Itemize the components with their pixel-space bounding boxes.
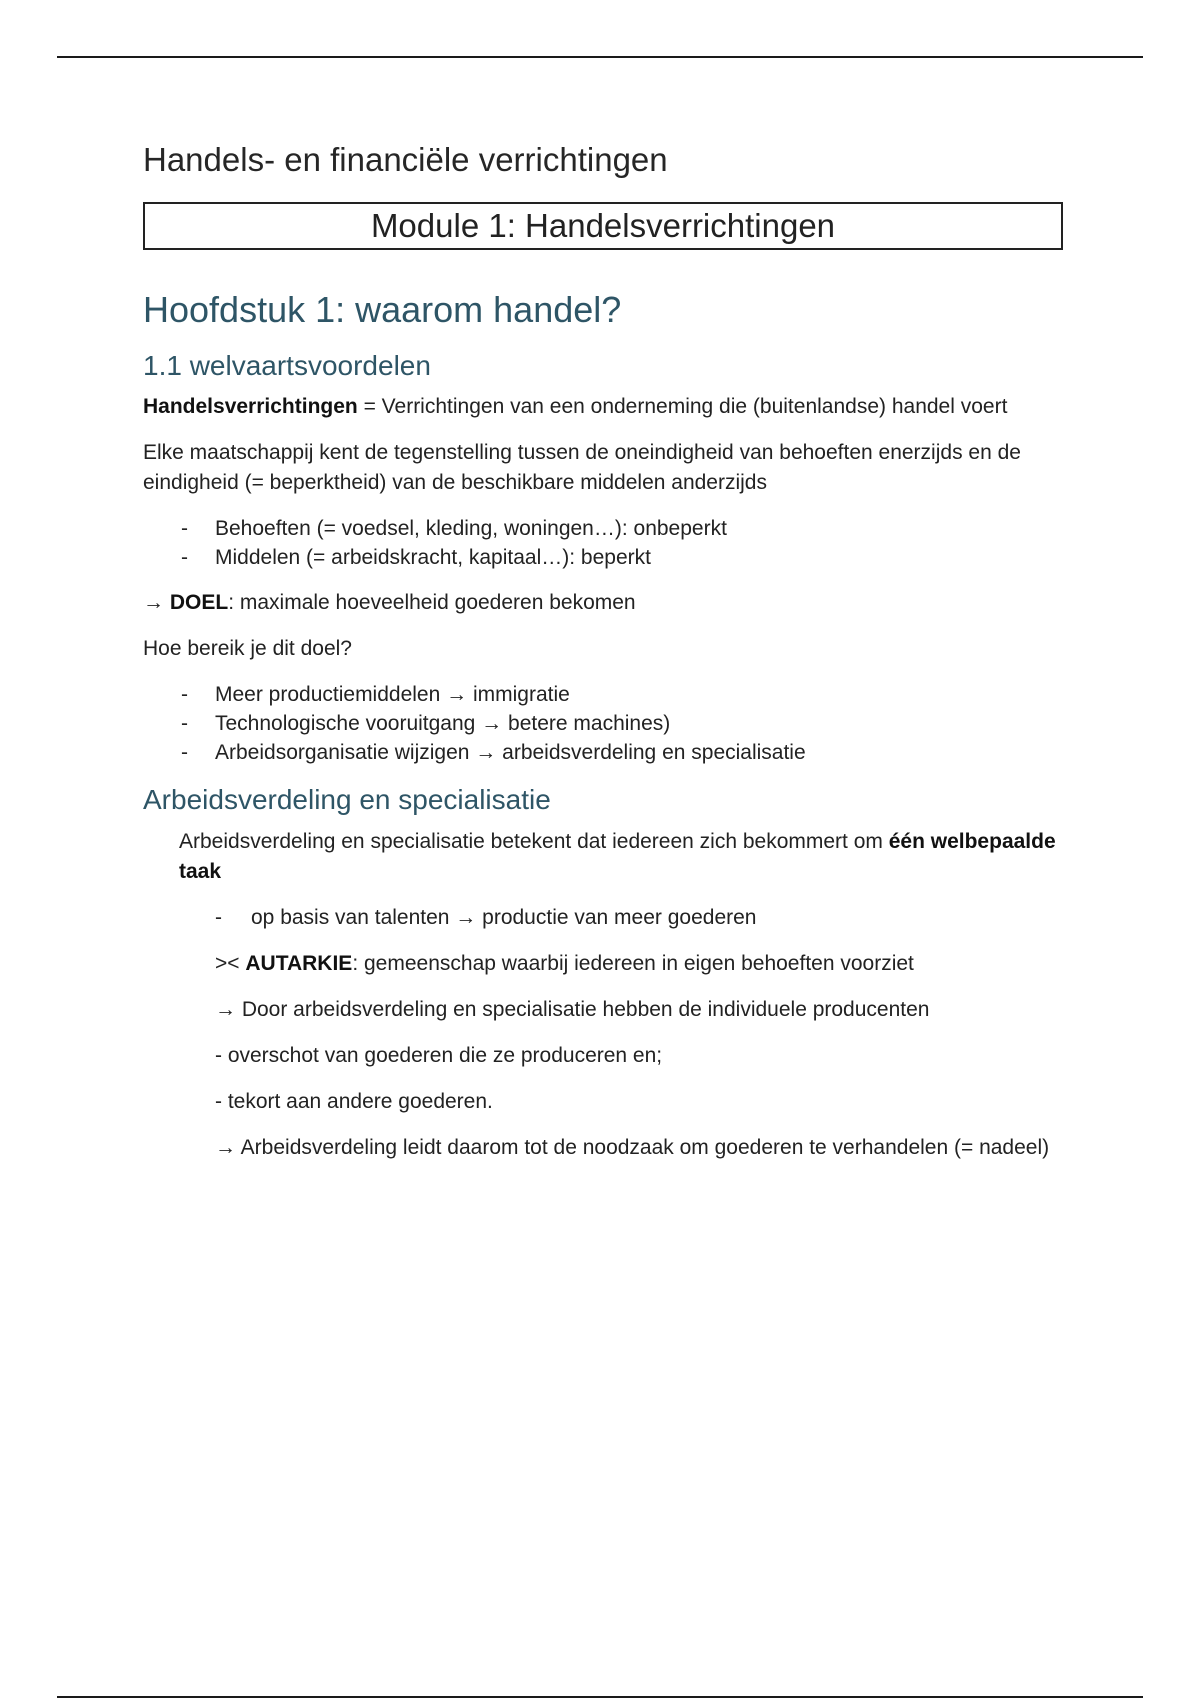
goal-label: DOEL xyxy=(169,591,229,615)
bottom-rule xyxy=(57,1696,1143,1698)
autarkie-text: : gemeenschap waarbij iedereen in eigen behoeften voorziet xyxy=(352,951,914,975)
talents-line: - op basis van talenten → productie van meer goederen xyxy=(215,903,1063,933)
chapter-heading: Hoofdstuk 1: waarom handel? xyxy=(143,288,622,330)
definition-term: Handelsverrichtingen xyxy=(143,395,358,419)
arrow-icon: → xyxy=(143,591,170,615)
shortage-line: - tekort aan andere goederen. xyxy=(215,1089,493,1113)
list-item: - Technologische vooruitgang → betere machines) xyxy=(181,709,1063,738)
list-item: - Behoeften (= voedsel, kleding, woningen…): onbeperkt xyxy=(181,514,1063,543)
goal-line xyxy=(143,588,1063,618)
document-title: Handels- en financiële verrichtingen xyxy=(143,141,668,178)
conclusion-line: → Arbeidsverdeling leidt daarom tot de noodzaak om goederen te verhandelen (= nadeel) xyxy=(215,1135,1050,1159)
autarkie-line xyxy=(215,949,1063,979)
autarkie-label: AUTARKIE xyxy=(245,951,353,975)
needs-means-list xyxy=(143,514,1063,572)
consequence-line: → Door arbeidsverdeling en specialisatie hebben de individuele producenten xyxy=(215,997,930,1021)
intro-bold: één welbepaalde taak xyxy=(179,829,1056,883)
section-heading-welvaartsvoordelen: 1.1 welvaartsvoordelen xyxy=(143,349,431,381)
module-title: Module 1: Handelsverrichtingen xyxy=(370,206,836,244)
goal-text: : maximale hoeveelheid goederen bekomen xyxy=(228,591,636,615)
list-item: - Meer productiemiddelen → immigratie xyxy=(181,680,1063,709)
intro-text: Arbeidsverdeling en specialisatie betekent dat iedereen zich bekommert om xyxy=(179,829,889,853)
document-body xyxy=(143,140,1063,1179)
specialisation-details xyxy=(143,903,1063,1163)
section-heading-arbeidsverdeling: Arbeidsverdeling en specialisatie xyxy=(143,784,551,816)
question-line: Hoe bereik je dit doel? xyxy=(143,637,352,661)
list-item: - Arbeidsorganisatie wijzigen → arbeidsverdeling en specialisatie xyxy=(181,738,1063,767)
definition-text: = Verrichtingen van een onderneming die (buitenlandse) handel voert xyxy=(357,395,1008,419)
top-rule xyxy=(57,56,1143,58)
specialisation-intro xyxy=(143,827,1063,887)
methods-list xyxy=(143,680,1063,767)
surplus-line: - overschot van goederen die ze produceren en; xyxy=(215,1043,663,1067)
autarkie-prefix: >< xyxy=(215,951,246,975)
definition-paragraph xyxy=(143,392,1063,422)
list-item: - Middelen (= arbeidskracht, kapitaal…): beperkt xyxy=(181,543,1063,572)
module-title-box xyxy=(143,202,1063,250)
scarcity-paragraph: Elke maatschappij kent de tegenstelling tussen de oneindigheid van behoeften enerzijds en de eindigheid (= beperktheid) van de beschikbare middelen anderzijds xyxy=(143,441,1021,495)
